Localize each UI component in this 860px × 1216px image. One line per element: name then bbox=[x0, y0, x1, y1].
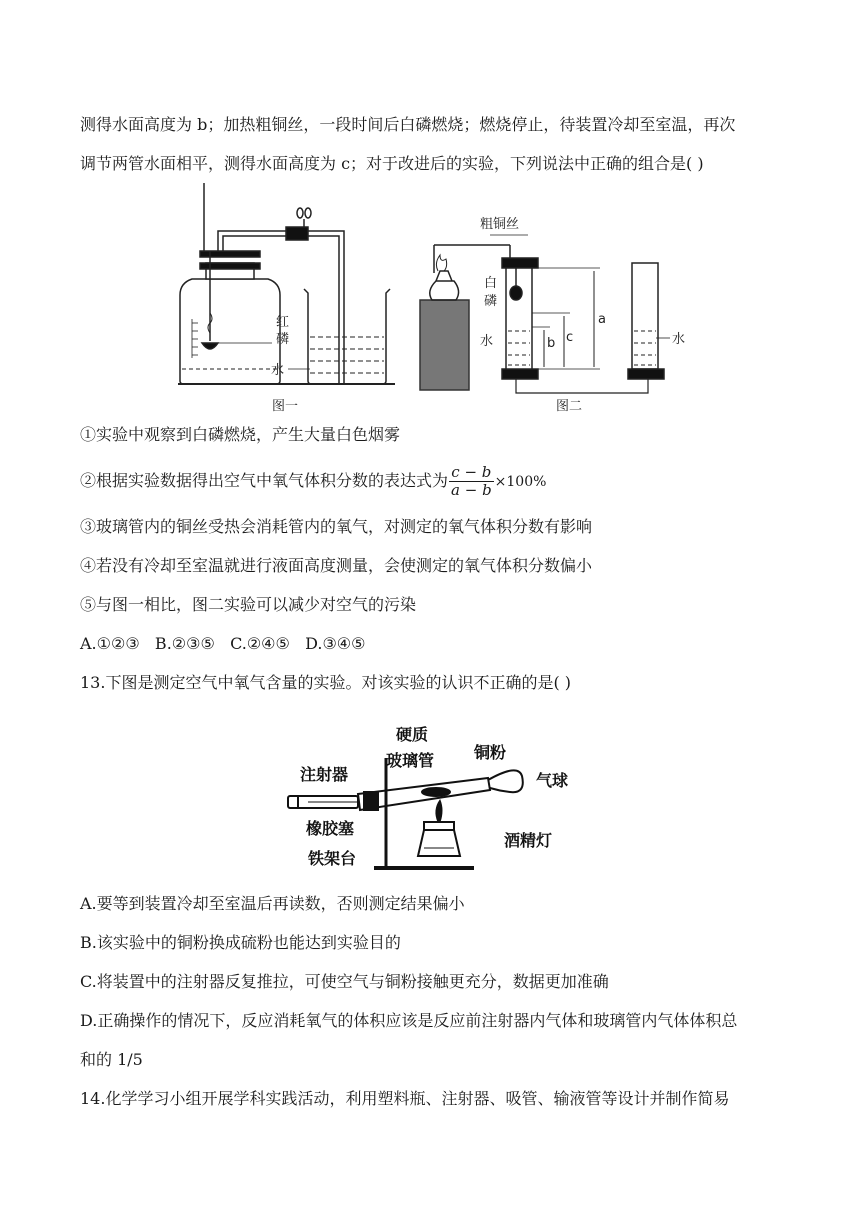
q13-option-b: B.该实验中的铜粉换成硫粉也能达到实验目的 bbox=[80, 933, 401, 952]
oxygen-fraction bbox=[449, 464, 494, 499]
label-a: a bbox=[598, 312, 606, 327]
fraction-numerator: c − b bbox=[449, 464, 494, 482]
label-b: b bbox=[547, 336, 556, 351]
label-hard-glass-2: 玻璃管 bbox=[386, 751, 435, 770]
red-phosphorus-label-2: 磷 bbox=[276, 332, 290, 347]
q13-option-a: A.要等到装置冷却至室温后再读数，否则测定结果偏小 bbox=[80, 894, 465, 913]
figure-2-diagram bbox=[420, 235, 670, 393]
white-phosphorus-label-1: 白 bbox=[484, 276, 498, 291]
q13-apparatus-figure bbox=[278, 718, 588, 878]
label-hard-glass-1: 硬质 bbox=[396, 725, 429, 744]
label-balloon: 气球 bbox=[536, 771, 569, 790]
statement-5: ⑤与图一相比，图二实验可以减少对空气的污染 bbox=[80, 595, 417, 614]
statement-2-suffix: ×100% bbox=[494, 474, 547, 490]
statement-3: ③玻璃管内的铜丝受热会消耗管内的氧气，对测定的氧气体积分数有影响 bbox=[80, 517, 593, 536]
red-phosphorus-label-1: 红 bbox=[276, 315, 290, 330]
water-label-fig2-left: 水 bbox=[480, 334, 494, 349]
intro-line-1: 测得水面高度为 b；加热粗铜丝，一段时间后白磷燃烧；燃烧停止，待装置冷却至室温，再次 bbox=[80, 115, 736, 134]
label-rubber-stopper: 橡胶塞 bbox=[306, 819, 355, 838]
apparatus-figures bbox=[170, 183, 710, 418]
white-phosphorus-label-2: 磷 bbox=[484, 294, 498, 309]
fraction-denominator: a − b bbox=[451, 481, 492, 499]
q13-option-d-line-1: D.正确操作的情况下，反应消耗氧气的体积应该是反应前注射器内气体和玻璃管内气体体积总 bbox=[80, 1011, 738, 1030]
q13-option-c: C.将装置中的注射器反复推拉，可使空气与铜粉接触更充分，数据更加准确 bbox=[80, 972, 609, 991]
label-syringe: 注射器 bbox=[300, 765, 349, 784]
q13-option-d-line-2: 和的 1/5 bbox=[80, 1050, 143, 1069]
statement-1: ①实验中观察到白磷燃烧，产生大量白色烟雾 bbox=[80, 425, 401, 444]
copper-wire-label: 粗铜丝 bbox=[480, 217, 520, 232]
water-label-fig2-right: 水 bbox=[672, 332, 686, 347]
label-iron-stand: 铁架台 bbox=[308, 849, 357, 868]
label-copper-powder: 铜粉 bbox=[474, 743, 507, 762]
q14-stem: 14.化学学习小组开展学科实践活动，利用塑料瓶、注射器、吸管、输液管等设计并制作简易 bbox=[80, 1089, 730, 1108]
label-c: c bbox=[566, 330, 574, 345]
statement-2-prefix: ②根据实验数据得出空气中氧气体积分数的表达式为 bbox=[80, 471, 449, 490]
label-alcohol-lamp: 酒精灯 bbox=[504, 831, 553, 850]
figure-1-caption: 图一 bbox=[272, 399, 299, 414]
intro-line-2: 调节两管水面相平，测得水面高度为 c；对于改进后的实验，下列说法中正确的组合是( ) bbox=[80, 154, 704, 173]
statement-4: ④若没有冷却至室温就进行液面高度测量，会使测定的氧气体积分数偏小 bbox=[80, 556, 593, 575]
q13-stem: 13.下图是测定空气中氧气含量的实验。对该实验的认识不正确的是( ) bbox=[80, 673, 572, 692]
statement-2 bbox=[80, 458, 800, 504]
water-label-fig1: 水 bbox=[271, 363, 285, 378]
q12-options: A.①②③ B.②③⑤ C.②④⑤ D.③④⑤ bbox=[80, 634, 366, 653]
figure-1-diagram bbox=[178, 183, 395, 384]
figure-2-caption: 图二 bbox=[556, 399, 583, 414]
